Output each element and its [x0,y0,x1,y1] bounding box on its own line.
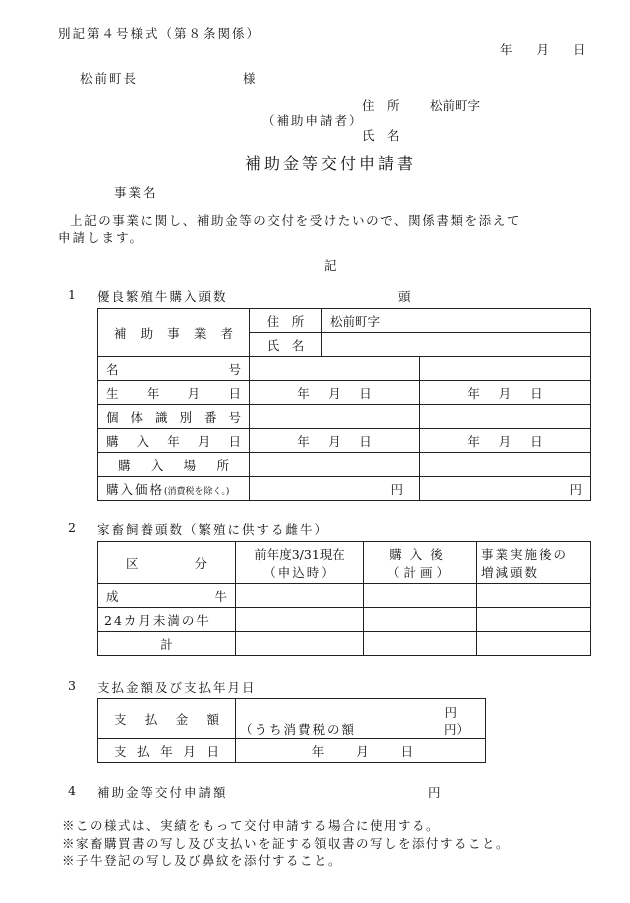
op-address-value: 松前町字 [330,313,381,329]
amount-label-cell [98,699,236,739]
amount-yen: 円 [444,705,457,720]
d: 日 [359,385,372,401]
row-place-label-cell [98,453,250,477]
col-prev-line1: 前年度3/31現在 [254,546,345,562]
col-after-cell [364,542,477,584]
intro-line-2: 申請します。 [58,230,145,245]
adult-change[interactable] [477,584,591,608]
birth-date-1 [258,384,411,402]
young-after[interactable] [364,608,477,632]
section4-label: 補助金等交付申請額 [97,785,228,800]
op-address-value-cell[interactable] [322,309,591,333]
op-name-label-cell [250,333,322,357]
row-price-label: 購入価格 [106,481,165,497]
row-name-cell-1[interactable] [250,357,420,381]
operator-label: 補助事業者 [114,325,233,341]
row-young-label-cell [98,608,236,632]
pay-date-cell[interactable] [236,739,486,763]
date-month: 月 [536,42,550,57]
section2-label: 家畜飼養頭数（繁殖に供する雌牛） [97,522,330,537]
note-3: ※子牛登記の写し及び鼻紋を添付すること。 [62,853,343,868]
addressee-honorific: 様 [243,71,256,86]
section1-label: 優良繁殖牛購入頭数 [97,289,228,304]
row-price-label-cell [98,477,250,501]
birth-date-2 [428,384,582,402]
section3-table [97,698,486,763]
col-after-line2: （計画） [386,564,453,580]
young-change[interactable] [477,608,591,632]
col-change-line1: 事業実施後の [481,546,569,562]
col-prev-cell [236,542,364,584]
row-adult-label-cell [98,584,236,608]
section3-number: 3 [68,678,76,693]
purchase-date-2 [428,432,582,450]
row-name-cell-2[interactable] [420,357,591,381]
note-2: ※家畜購買書の写し及び支払いを証する領収書の写しを添付すること。 [62,836,511,851]
purchase-date-1 [258,432,411,450]
date-year: 年 [500,42,513,57]
col-prev-line2: （申込時） [263,564,336,580]
row-place-cell-2[interactable] [420,453,591,477]
y: 年 [467,385,480,401]
row-adult-label: 成牛 [106,588,227,604]
pay-date-label: 支払年月日 [114,743,219,759]
document-title: 補助金等交付申請書 [245,154,417,173]
applicant-name-label: 氏 名 [362,128,400,143]
amount-label: 支払金額 [114,711,219,727]
operator-label-cell [98,309,250,357]
tax-yen: 円） [443,722,469,737]
op-name-label: 氏 名 [266,337,305,353]
row-birth-cell-1[interactable] [250,381,420,405]
row-birth-label-cell [98,381,250,405]
form-number: 別記第４号様式（第８条関係） [58,26,262,41]
row-id-label-cell [98,405,250,429]
op-name-value-cell[interactable] [322,333,591,357]
m: 月 [498,433,512,449]
op-address-label: 住 所 [266,313,305,329]
y: 年 [311,743,325,759]
row-birth-cell-2[interactable] [420,381,591,405]
m: 月 [356,743,369,759]
d: 日 [530,385,543,401]
row-young-label: 24カ月未満の牛 [104,612,211,628]
pay-date [244,742,477,760]
section4-yen: 円 [428,785,441,800]
addressee-name: 松前町長 [80,71,139,86]
col-after-line1: 購入後 [389,546,451,562]
col-change-line2: 増減頭数 [481,564,540,580]
m: 月 [328,433,341,449]
m: 月 [328,385,341,401]
note-1: ※この様式は、実績をもって交付申請する場合に使用する。 [62,818,441,833]
ki-label: 記 [324,258,337,273]
section1-unit: 頭 [398,289,411,304]
adult-prev[interactable] [236,584,364,608]
intro-line-1: 上記の事業に関し、補助金等の交付を受けたいので、関係書類を添えて [70,213,521,228]
pay-date-label-cell [98,739,236,763]
row-purchase-date-cell-1[interactable] [250,429,420,453]
total-prev[interactable] [236,632,364,656]
section2-number: 2 [68,520,76,535]
row-id-cell-1[interactable] [250,405,420,429]
y: 年 [297,433,310,449]
d: 日 [530,433,543,449]
row-birth-label: 生年月日 [106,385,241,401]
col-change-cell [477,542,591,584]
section1-table [97,308,591,501]
row-name-label-cell [98,357,250,381]
project-name-label: 事業名 [114,185,158,200]
applicant-address-value: 松前町字 [430,98,481,113]
row-place-label: 購入場所 [118,457,229,473]
m: 月 [498,385,512,401]
young-prev[interactable] [236,608,364,632]
d: 日 [400,743,414,759]
row-place-cell-1[interactable] [250,453,420,477]
row-price-note: (消費税を除く。) [164,486,230,497]
amount-cell[interactable] [236,699,486,739]
row-purchase-date-label: 購入年月日 [106,433,241,449]
applicant-role: （補助申請者） [262,113,364,128]
price-yen-1: 円 [390,481,403,497]
tax-note: （うち消費税の額 [240,722,357,737]
y: 年 [467,433,480,449]
col-category: 区分 [126,555,207,571]
date-day: 日 [573,42,586,57]
row-id-cell-2[interactable] [420,405,591,429]
d: 日 [359,433,372,449]
row-price-cell-2[interactable] [420,477,591,501]
row-purchase-date-cell-2[interactable] [420,429,591,453]
section4-number: 4 [68,783,76,798]
y: 年 [297,385,310,401]
total-change[interactable] [477,632,591,656]
row-price-cell-1[interactable] [250,477,420,501]
date-line [500,40,586,58]
row-id-label: 個体識別番号 [106,409,241,425]
row-total-label: 計 [160,636,173,652]
op-address-label-cell [250,309,322,333]
applicant-address-label: 住 所 [362,98,400,113]
row-name-label: 名号 [106,361,241,377]
row-purchase-date-label-cell [98,429,250,453]
total-after[interactable] [364,632,477,656]
price-yen-2: 円 [569,481,583,497]
adult-after[interactable] [364,584,477,608]
row-total-label-cell [98,632,236,656]
section1-number: 1 [68,287,76,302]
section2-table [97,541,591,656]
col-category-cell [98,542,236,584]
section3-label: 支払金額及び支払年月日 [97,680,257,695]
